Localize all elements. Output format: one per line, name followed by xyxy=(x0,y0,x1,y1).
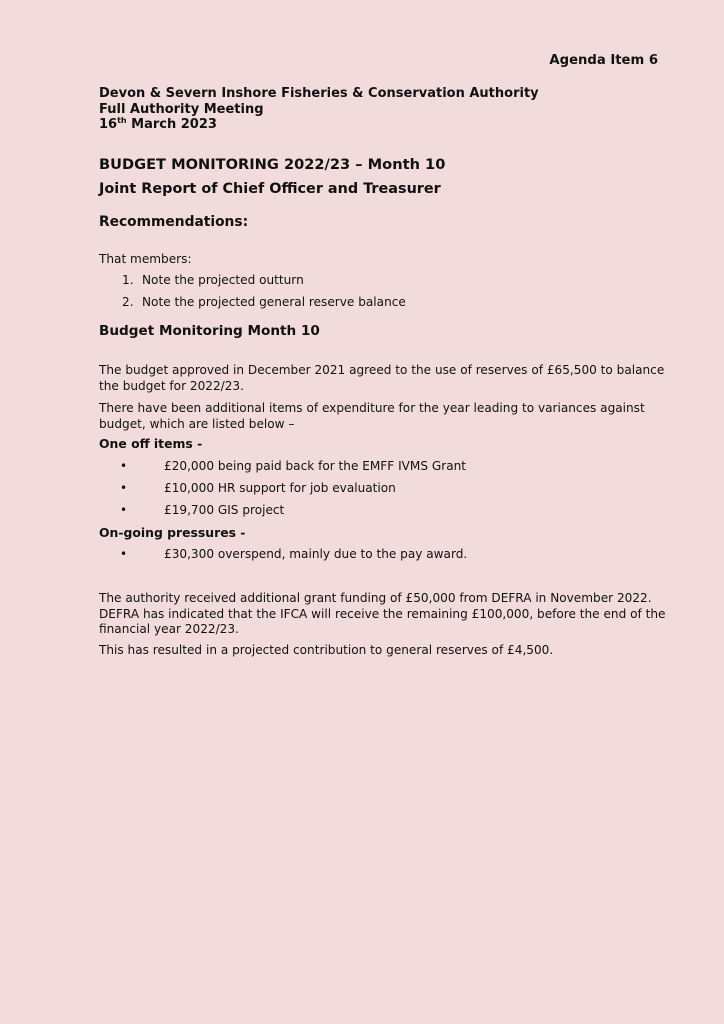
list-item xyxy=(120,481,466,503)
organisation-name: Devon & Severn Inshore Fisheries & Conservation Authority xyxy=(99,86,539,101)
paragraph-budget-approved: The budget approved in December 2021 agreed to the use of reserves of £65,500 to balance the budget for 2022/23. xyxy=(99,363,665,393)
meeting-name: Full Authority Meeting xyxy=(99,101,264,117)
list-item xyxy=(122,295,406,317)
bullet-icon: • xyxy=(120,481,128,495)
list-item xyxy=(120,547,467,569)
list-item xyxy=(120,459,466,481)
list-text: Note the projected outturn xyxy=(142,273,304,287)
paragraph-additional-expenditure: There have been additional items of expenditure for the year leading to variances against budget, which are listed below – xyxy=(99,401,645,431)
report-title: BUDGET MONITORING 2022/23 – Month 10 xyxy=(99,156,446,173)
date-ordinal-suffix: th xyxy=(117,116,127,125)
bullet-icon: • xyxy=(120,547,128,561)
agenda-item-label: Agenda Item 6 xyxy=(549,53,658,68)
paragraph-projected-contribution: This has resulted in a projected contribution to general reserves of £4,500. xyxy=(99,643,554,657)
recommendations-list xyxy=(122,273,406,317)
ongoing-pressures-list xyxy=(120,547,467,569)
list-item xyxy=(122,273,406,295)
bullet-icon: • xyxy=(120,459,128,473)
one-off-items-list xyxy=(120,459,466,525)
recommendations-intro: That members: xyxy=(99,252,192,266)
recommendations-heading: Recommendations: xyxy=(99,214,249,230)
list-text: Note the projected general reserve balance xyxy=(142,295,406,309)
list-number: 1. xyxy=(122,273,134,287)
list-text: £19,700 GIS project xyxy=(164,503,285,517)
list-number: 2. xyxy=(122,295,134,309)
one-off-items-label: One off items - xyxy=(99,436,203,451)
list-item xyxy=(120,503,466,525)
list-text: £20,000 being paid back for the EMFF IVMS Grant xyxy=(164,459,467,473)
meeting-date: 16th March 2023 xyxy=(99,116,217,132)
list-text: £30,300 overspend, mainly due to the pay award. xyxy=(164,547,468,561)
ongoing-pressures-label: On-going pressures - xyxy=(99,525,246,540)
list-text: £10,000 HR support for job evaluation xyxy=(164,481,396,495)
paragraph-grant-funding: The authority received additional grant funding of £50,000 from DEFRA in November 2022. DEFRA has indicated that the IFCA will receive the remaining £100,000, before the end of the financial year 2022/23. xyxy=(99,591,666,636)
budget-monitoring-heading: Budget Monitoring Month 10 xyxy=(99,323,320,339)
report-subtitle: Joint Report of Chief Officer and Treasurer xyxy=(99,181,441,197)
bullet-icon: • xyxy=(120,503,128,517)
meeting-header xyxy=(99,86,539,133)
